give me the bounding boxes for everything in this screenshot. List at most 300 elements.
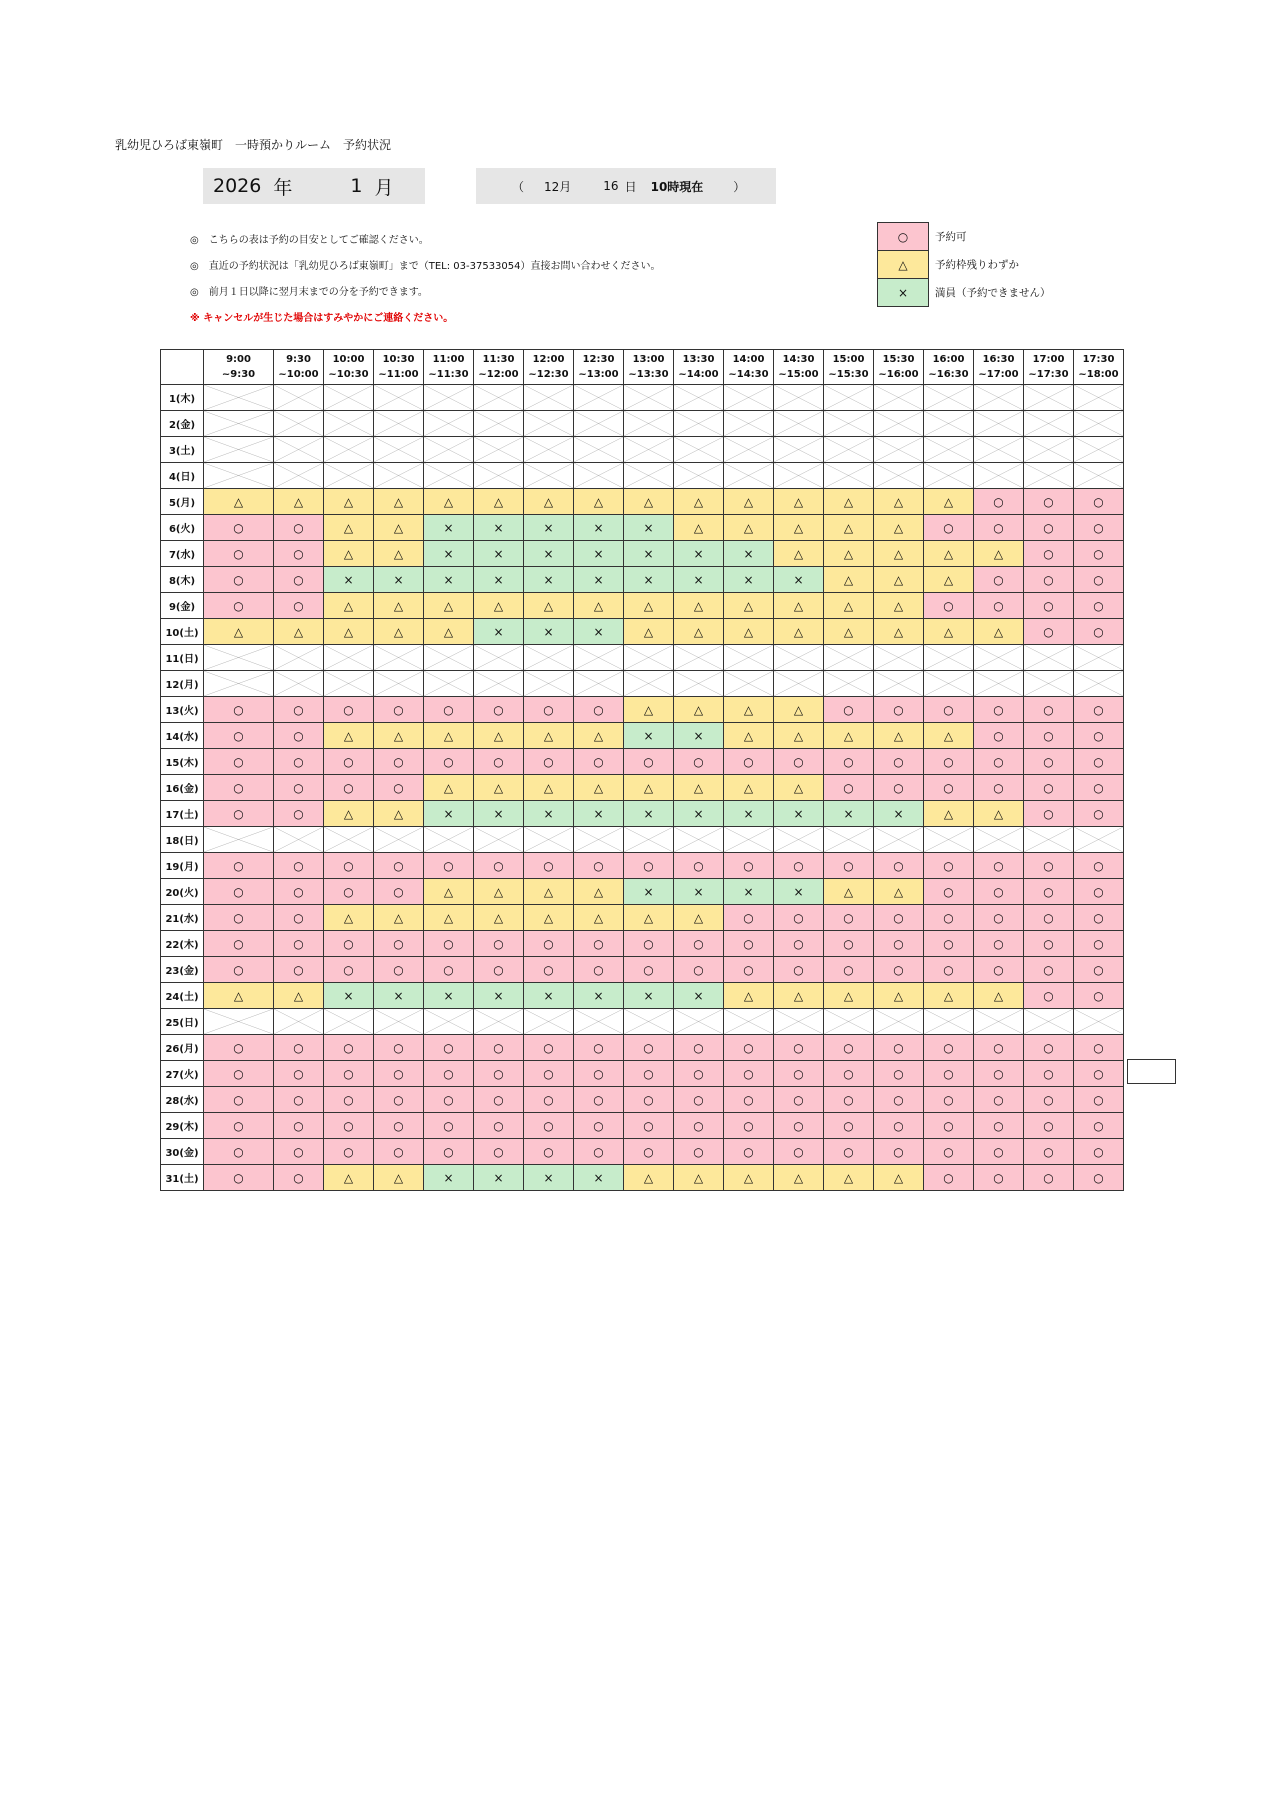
status-available: ○	[1024, 515, 1074, 541]
status-few-left: △	[424, 723, 474, 749]
status-few-left: △	[574, 489, 624, 515]
status-few-left: △	[424, 775, 474, 801]
day-label: 9(金)	[161, 593, 204, 619]
status-available: ○	[974, 489, 1024, 515]
closed-cell	[724, 671, 774, 697]
status-available: ○	[874, 1139, 924, 1165]
status-available: ○	[974, 905, 1024, 931]
slot-header	[374, 350, 424, 385]
status-available: ○	[774, 1113, 824, 1139]
status-few-left: △	[524, 879, 574, 905]
status-available: ○	[1074, 1035, 1124, 1061]
closed-cell	[474, 463, 524, 489]
status-few-left: △	[624, 489, 674, 515]
closed-cell	[674, 411, 724, 437]
status-full: ×	[324, 567, 374, 593]
status-available: ○	[774, 1087, 824, 1113]
status-available: ○	[204, 1087, 274, 1113]
status-few-left: △	[204, 619, 274, 645]
day-label: 31(土)	[161, 1165, 204, 1191]
status-full: ×	[424, 983, 474, 1009]
status-available: ○	[824, 1035, 874, 1061]
status-few-left: △	[774, 723, 824, 749]
closed-cell	[274, 827, 324, 853]
status-available: ○	[374, 1061, 424, 1087]
status-few-left: △	[274, 489, 324, 515]
status-available: ○	[724, 853, 774, 879]
status-available: ○	[324, 853, 374, 879]
status-few-left: △	[724, 697, 774, 723]
status-available: ○	[574, 697, 624, 723]
closed-cell	[824, 1009, 874, 1035]
status-available: ○	[1024, 1139, 1074, 1165]
day-label: 25(日)	[161, 1009, 204, 1035]
status-available: ○	[1024, 1035, 1074, 1061]
closed-cell	[424, 827, 474, 853]
status-available: ○	[374, 749, 424, 775]
status-few-left: △	[204, 489, 274, 515]
closed-cell	[924, 437, 974, 463]
status-available: ○	[624, 853, 674, 879]
status-full: ×	[724, 879, 774, 905]
note-3: ◎ 前月１日以降に翌月末までの分を予約できます。	[190, 287, 428, 298]
status-available: ○	[824, 853, 874, 879]
status-available: ○	[924, 515, 974, 541]
year-unit: 年	[273, 176, 293, 199]
status-available: ○	[204, 879, 274, 905]
status-full: ×	[324, 983, 374, 1009]
closed-cell	[824, 827, 874, 853]
status-available: ○	[524, 957, 574, 983]
status-full: ×	[874, 801, 924, 827]
closed-cell	[974, 1009, 1024, 1035]
day-label: 15(木)	[161, 749, 204, 775]
status-few-left: △	[724, 489, 774, 515]
status-few-left: △	[324, 1165, 374, 1191]
status-full: ×	[574, 1165, 624, 1191]
status-few-left: △	[674, 905, 724, 931]
closed-cell	[924, 411, 974, 437]
status-few-left: △	[474, 905, 524, 931]
status-available: ○	[974, 593, 1024, 619]
day-row	[161, 853, 1124, 879]
closed-cell	[274, 671, 324, 697]
status-full: ×	[474, 515, 524, 541]
status-available: ○	[724, 1087, 774, 1113]
status-few-left: △	[874, 593, 924, 619]
closed-cell	[924, 1009, 974, 1035]
closed-cell	[624, 437, 674, 463]
day-label: 26(月)	[161, 1035, 204, 1061]
status-available: ○	[974, 775, 1024, 801]
status-available: ○	[874, 775, 924, 801]
status-full: ×	[424, 541, 474, 567]
status-full: ×	[524, 541, 574, 567]
closed-cell	[624, 1009, 674, 1035]
status-available: ○	[1074, 1165, 1124, 1191]
status-available: ○	[624, 749, 674, 775]
slot-start: 13:30	[682, 354, 715, 365]
closed-cell	[624, 827, 674, 853]
status-available: ○	[374, 697, 424, 723]
status-available: ○	[424, 1061, 474, 1087]
status-available: ○	[1024, 1087, 1074, 1113]
day-label: 1(木)	[161, 385, 204, 411]
status-available: ○	[824, 957, 874, 983]
status-available: ○	[874, 1113, 924, 1139]
status-full: ×	[524, 983, 574, 1009]
status-few-left: △	[874, 541, 924, 567]
status-full: ×	[474, 619, 524, 645]
status-few-left: △	[874, 723, 924, 749]
status-available: ○	[274, 1139, 324, 1165]
closed-cell	[1074, 671, 1124, 697]
status-available: ○	[1074, 775, 1124, 801]
day-label: 29(木)	[161, 1113, 204, 1139]
closed-cell	[424, 411, 474, 437]
day-label: 23(金)	[161, 957, 204, 983]
status-available: ○	[574, 749, 624, 775]
closed-cell	[474, 411, 524, 437]
status-available: ○	[674, 1139, 724, 1165]
status-available: ○	[624, 1139, 674, 1165]
status-available: ○	[274, 593, 324, 619]
status-available: ○	[824, 905, 874, 931]
closed-cell	[1074, 437, 1124, 463]
status-available: ○	[974, 1061, 1024, 1087]
status-few-left: △	[424, 619, 474, 645]
day-row	[161, 983, 1124, 1009]
status-few-left: △	[624, 775, 674, 801]
closed-cell	[274, 645, 324, 671]
status-full: ×	[774, 567, 824, 593]
status-available: ○	[1074, 489, 1124, 515]
status-full: ×	[424, 801, 474, 827]
status-available: ○	[924, 879, 974, 905]
status-few-left: △	[474, 593, 524, 619]
empty-side-cell	[1127, 1059, 1176, 1084]
closed-cell	[374, 385, 424, 411]
day-row	[161, 411, 1124, 437]
day-row	[161, 1009, 1124, 1035]
closed-cell	[974, 463, 1024, 489]
status-available: ○	[324, 1113, 374, 1139]
status-available: ○	[274, 1035, 324, 1061]
day-label: 30(金)	[161, 1139, 204, 1165]
slot-header	[1074, 350, 1124, 385]
as-of-day: 16	[603, 179, 619, 193]
closed-cell	[374, 437, 424, 463]
as-of-close-paren: ）	[733, 179, 746, 194]
status-available: ○	[524, 931, 574, 957]
day-row	[161, 385, 1124, 411]
status-few-left: △	[974, 619, 1024, 645]
closed-cell	[624, 463, 674, 489]
status-available: ○	[724, 1139, 774, 1165]
status-few-left: △	[774, 697, 824, 723]
month-unit: 月	[374, 176, 394, 199]
status-full: ×	[524, 515, 574, 541]
status-full: ×	[624, 723, 674, 749]
status-few-left: △	[974, 801, 1024, 827]
status-available: ○	[424, 1087, 474, 1113]
closed-cell	[874, 827, 924, 853]
legend	[877, 222, 1052, 307]
closed-cell	[1074, 411, 1124, 437]
status-full: ×	[524, 1165, 574, 1191]
status-available: ○	[1074, 697, 1124, 723]
status-available: ○	[204, 905, 274, 931]
status-full: ×	[724, 541, 774, 567]
closed-cell	[924, 385, 974, 411]
slot-header	[574, 350, 624, 385]
day-row	[161, 593, 1124, 619]
closed-cell	[724, 1009, 774, 1035]
status-available: ○	[974, 567, 1024, 593]
closed-cell	[274, 411, 324, 437]
slot-start: 17:30	[1082, 354, 1115, 365]
day-row	[161, 1035, 1124, 1061]
slot-end: ~14:00	[678, 369, 719, 380]
slot-start: 14:00	[732, 354, 765, 365]
status-full: ×	[624, 983, 674, 1009]
status-available: ○	[874, 749, 924, 775]
status-few-left: △	[624, 1165, 674, 1191]
status-few-left: △	[374, 801, 424, 827]
closed-cell	[774, 827, 824, 853]
day-row	[161, 801, 1124, 827]
status-available: ○	[924, 957, 974, 983]
status-full: ×	[674, 723, 724, 749]
slot-start: 9:30	[286, 354, 311, 365]
status-full: ×	[374, 567, 424, 593]
status-available: ○	[824, 931, 874, 957]
closed-cell	[524, 437, 574, 463]
status-full: ×	[574, 619, 624, 645]
status-few-left: △	[874, 489, 924, 515]
status-few-left: △	[274, 983, 324, 1009]
status-few-left: △	[374, 723, 424, 749]
day-row	[161, 1165, 1124, 1191]
status-available: ○	[204, 801, 274, 827]
day-label: 2(金)	[161, 411, 204, 437]
status-available: ○	[324, 749, 374, 775]
status-available: ○	[324, 1061, 374, 1087]
closed-cell	[674, 385, 724, 411]
status-available: ○	[374, 1113, 424, 1139]
slot-start: 12:30	[582, 354, 615, 365]
status-few-left: △	[574, 775, 624, 801]
closed-cell	[874, 411, 924, 437]
cancel-note: ※ キャンセルが生じた場合はすみやかにご連絡ください。	[190, 313, 454, 324]
status-few-left: △	[674, 489, 724, 515]
closed-cell	[774, 645, 824, 671]
status-few-left: △	[774, 983, 824, 1009]
status-available: ○	[874, 1087, 924, 1113]
status-few-left: △	[874, 515, 924, 541]
day-row	[161, 489, 1124, 515]
status-available: ○	[774, 749, 824, 775]
reservation-table-body	[161, 385, 1124, 1191]
status-available: ○	[774, 1139, 824, 1165]
status-available: ○	[824, 749, 874, 775]
slot-header	[424, 350, 474, 385]
status-available: ○	[274, 541, 324, 567]
day-row	[161, 1087, 1124, 1113]
status-available: ○	[424, 749, 474, 775]
closed-cell	[1024, 645, 1074, 671]
closed-cell	[374, 1009, 424, 1035]
status-available: ○	[1024, 541, 1074, 567]
status-available: ○	[474, 957, 524, 983]
closed-cell	[324, 1009, 374, 1035]
slot-end: ~11:00	[378, 369, 419, 380]
closed-cell	[1024, 437, 1074, 463]
status-available: ○	[374, 1139, 424, 1165]
status-available: ○	[624, 1061, 674, 1087]
slot-header	[524, 350, 574, 385]
closed-cell	[874, 671, 924, 697]
slot-start: 16:00	[932, 354, 965, 365]
status-few-left: △	[774, 593, 824, 619]
status-available: ○	[774, 905, 824, 931]
status-few-left: △	[624, 697, 674, 723]
closed-cell	[524, 827, 574, 853]
day-row	[161, 1139, 1124, 1165]
closed-cell	[724, 827, 774, 853]
slot-start: 10:00	[332, 354, 365, 365]
closed-cell	[874, 385, 924, 411]
closed-cell	[574, 463, 624, 489]
status-available: ○	[204, 931, 274, 957]
closed-cell	[724, 437, 774, 463]
closed-cell	[774, 385, 824, 411]
status-available: ○	[574, 1113, 624, 1139]
status-available: ○	[924, 1061, 974, 1087]
status-full: ×	[624, 541, 674, 567]
status-full: ×	[574, 567, 624, 593]
status-available: ○	[674, 931, 724, 957]
status-few-left: △	[274, 619, 324, 645]
day-label: 5(月)	[161, 489, 204, 515]
status-available: ○	[274, 957, 324, 983]
status-few-left: △	[824, 723, 874, 749]
status-available: ○	[1074, 749, 1124, 775]
closed-cell	[1074, 1009, 1124, 1035]
status-few-left: △	[924, 983, 974, 1009]
status-available: ○	[1024, 801, 1074, 827]
status-available: ○	[974, 749, 1024, 775]
status-available: ○	[674, 1061, 724, 1087]
closed-cell	[674, 437, 724, 463]
legend-full-swatch: ×	[878, 279, 929, 307]
status-available: ○	[574, 931, 624, 957]
status-available: ○	[1024, 619, 1074, 645]
status-available: ○	[874, 853, 924, 879]
status-few-left: △	[204, 983, 274, 1009]
status-available: ○	[274, 853, 324, 879]
status-available: ○	[374, 1035, 424, 1061]
closed-cell	[204, 645, 274, 671]
status-available: ○	[324, 931, 374, 957]
as-of-hour: 10時現在	[650, 179, 704, 194]
status-available: ○	[624, 957, 674, 983]
status-full: ×	[574, 801, 624, 827]
day-row	[161, 749, 1124, 775]
legend-available-label: 予約可	[935, 231, 967, 243]
status-available: ○	[1024, 957, 1074, 983]
status-available: ○	[204, 697, 274, 723]
status-full: ×	[674, 567, 724, 593]
status-few-left: △	[674, 593, 724, 619]
slot-header	[204, 350, 274, 385]
status-full: ×	[674, 983, 724, 1009]
closed-cell	[1024, 385, 1074, 411]
closed-cell	[1074, 827, 1124, 853]
day-row	[161, 775, 1124, 801]
slot-header	[874, 350, 924, 385]
status-full: ×	[574, 541, 624, 567]
status-available: ○	[424, 853, 474, 879]
closed-cell	[974, 411, 1024, 437]
status-available: ○	[824, 1139, 874, 1165]
closed-cell	[974, 671, 1024, 697]
closed-cell	[1074, 385, 1124, 411]
status-available: ○	[204, 593, 274, 619]
slot-start: 11:30	[482, 354, 515, 365]
status-available: ○	[204, 541, 274, 567]
day-row	[161, 515, 1124, 541]
status-available: ○	[1074, 801, 1124, 827]
status-available: ○	[974, 931, 1024, 957]
status-available: ○	[674, 1113, 724, 1139]
status-available: ○	[874, 905, 924, 931]
status-full: ×	[624, 567, 674, 593]
closed-cell	[774, 437, 824, 463]
closed-cell	[724, 645, 774, 671]
status-few-left: △	[324, 723, 374, 749]
status-few-left: △	[874, 983, 924, 1009]
closed-cell	[274, 385, 324, 411]
status-available: ○	[274, 1061, 324, 1087]
status-available: ○	[1074, 723, 1124, 749]
status-few-left: △	[574, 879, 624, 905]
status-available: ○	[724, 957, 774, 983]
closed-cell	[974, 437, 1024, 463]
status-available: ○	[1024, 1061, 1074, 1087]
status-available: ○	[374, 775, 424, 801]
closed-cell	[574, 411, 624, 437]
status-few-left: △	[674, 515, 724, 541]
status-available: ○	[1024, 697, 1074, 723]
slot-header	[924, 350, 974, 385]
year-value: 2026	[213, 175, 262, 197]
status-available: ○	[1074, 593, 1124, 619]
status-available: ○	[274, 749, 324, 775]
day-label: 27(火)	[161, 1061, 204, 1087]
status-available: ○	[374, 1087, 424, 1113]
status-full: ×	[774, 879, 824, 905]
status-available: ○	[1024, 983, 1074, 1009]
status-available: ○	[274, 905, 324, 931]
status-available: ○	[524, 853, 574, 879]
as-of-box	[476, 168, 776, 204]
status-few-left: △	[974, 541, 1024, 567]
closed-cell	[424, 645, 474, 671]
status-full: ×	[474, 1165, 524, 1191]
status-available: ○	[974, 1087, 1024, 1113]
slot-header	[324, 350, 374, 385]
